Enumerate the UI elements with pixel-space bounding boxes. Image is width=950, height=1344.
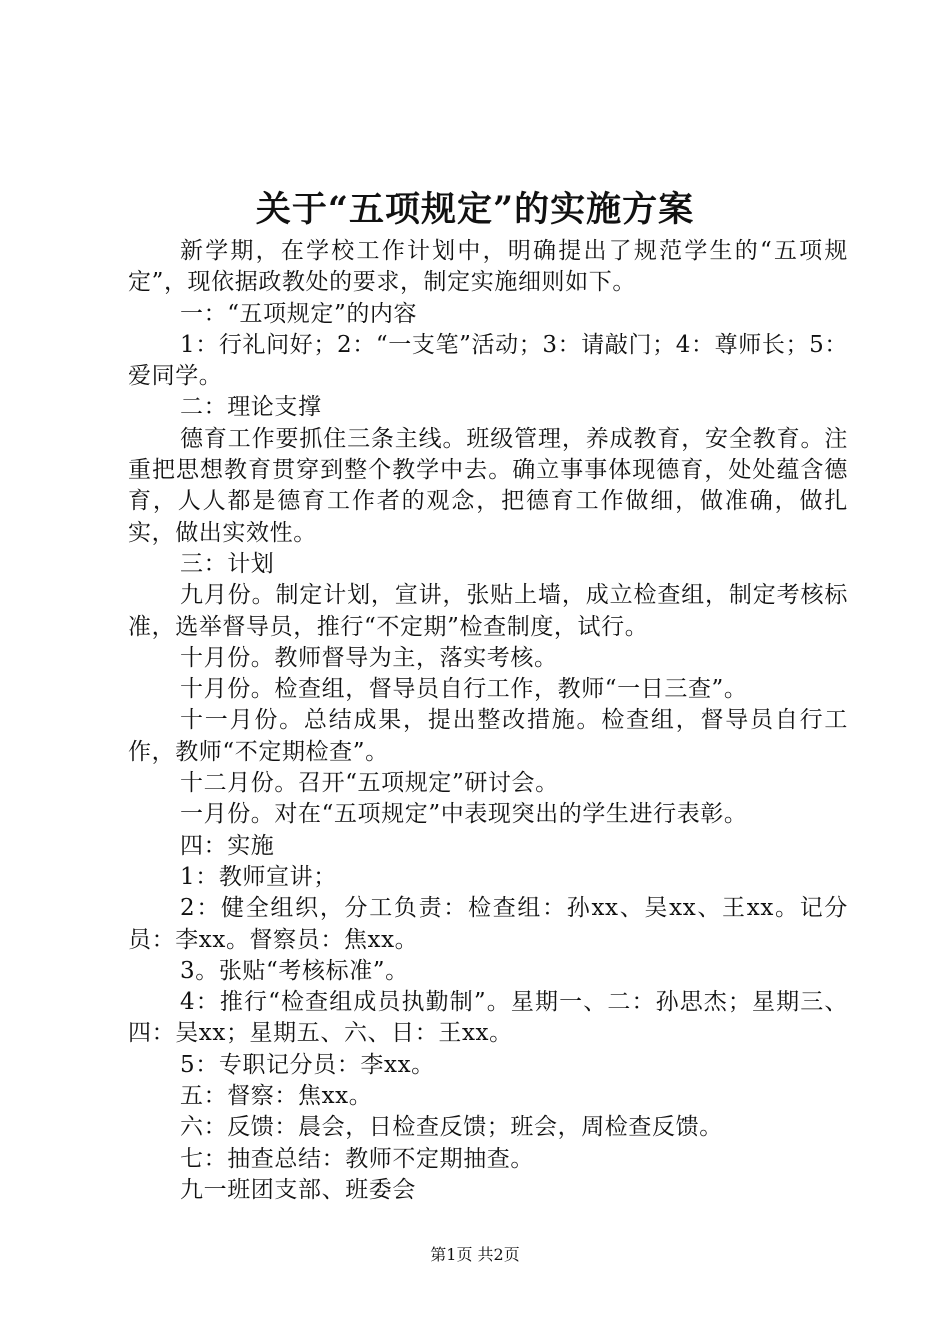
plan-item-december: 十二月份。召开“五项规定”研讨会。 <box>180 770 559 797</box>
section-heading-2: 二：理论支撑 <box>180 394 322 421</box>
implementation-item-2: 2：健全组织，分工负责：检查组：孙xx、吴xx、王xx。记分员：李xx。督察员：焦xx。 <box>128 895 848 953</box>
document-title: 关于“五项规定”的实施方案 <box>255 189 695 230</box>
implementation-item-4: 4：推行“检查组成员执勤制”。星期一、二：孙思杰；星期三、四：吴xx；星期五、六、日：王xx。 <box>128 989 848 1047</box>
implementation-item-3: 3。张贴“考核标准”。 <box>180 957 409 984</box>
paragraph-theory: 德育工作要抓住三条主线。班级管理，养成教育，安全教育。注重把思想教育贯穿到整个教学中去。确立事事体现德育，处处蕴含德育，人人都是德育工作者的观念，把德育工作做细，做准确，做扎实，做出实效性。 <box>128 425 848 546</box>
section-heading-4: 四：实施 <box>180 832 275 859</box>
section-heading-1: 一：“五项规定”的内容 <box>180 300 418 327</box>
section-heading-3: 三：计划 <box>180 550 275 577</box>
plan-item-november: 十一月份。总结成果，提出整改措施。检查组，督导员自行工作，教师“不定期检查”。 <box>128 707 848 765</box>
paragraph-intro: 新学期，在学校工作计划中，明确提出了规范学生的“五项规定”，现依据政教处的要求，制定实施细则如下。 <box>128 238 848 296</box>
page-footer: 第1页 共2页 <box>430 1245 520 1264</box>
implementation-item-1: 1：教师宣讲； <box>180 863 337 890</box>
section-heading-5: 五：督察：焦xx。 <box>180 1083 373 1110</box>
paragraph-rules-list: 1：行礼问好；2：“一支笔”活动；3：请敲门；4：尊师长；5：爱同学。 <box>128 331 848 390</box>
plan-item-october-2: 十月份。检查组，督导员自行工作，教师“一日三查”。 <box>180 676 748 703</box>
plan-item-january: 一月份。对在“五项规定”中表现突出的学生进行表彰。 <box>180 801 748 828</box>
signature-line: 九一班团支部、班委会 <box>180 1176 416 1203</box>
document-body <box>128 236 848 1206</box>
plan-item-october-1: 十月份。教师督导为主，落实考核。 <box>180 644 558 671</box>
implementation-item-5: 5：专职记分员：李xx。 <box>180 1051 435 1078</box>
section-heading-6: 六：反馈：晨会，日检查反馈；班会，周检查反馈。 <box>180 1114 723 1141</box>
plan-item-september: 九月份。制定计划，宣讲，张贴上墙，成立检查组，制定考核标准，选举督导员，推行“不定期”检查制度，试行。 <box>128 582 848 640</box>
section-heading-7: 七：抽查总结：教师不定期抽查。 <box>180 1145 534 1172</box>
